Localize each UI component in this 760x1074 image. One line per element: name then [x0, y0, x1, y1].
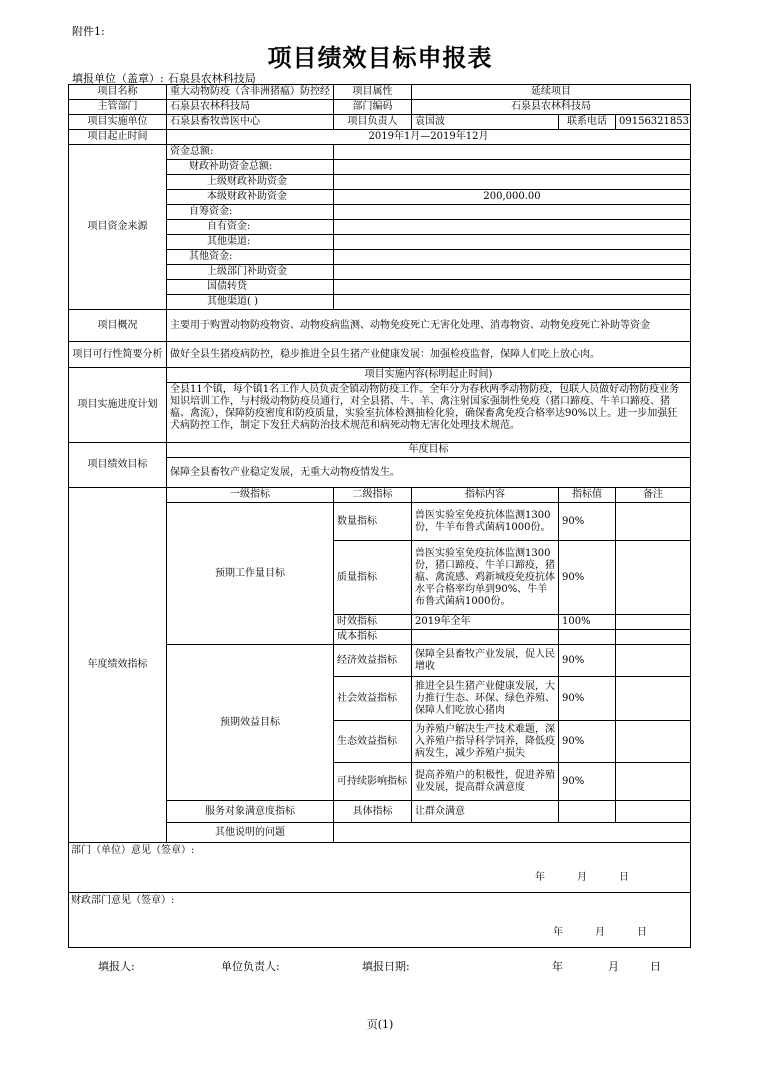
footer-filler: 填报人: [98, 960, 135, 973]
project-name-value: 重大动物防疫（含非洲猪瘟）防控经 [167, 85, 334, 100]
footer-month: 月 [608, 960, 619, 973]
funds-label: 项目资金来源 [69, 145, 167, 310]
indicator-content: 提高养殖户的积极性，促进养殖业发展，提高群众满意度 [412, 763, 559, 801]
feasibility-label: 项目可行性简要分析 [69, 342, 167, 368]
fund-row-value [334, 175, 691, 190]
indicator-remark [616, 630, 691, 645]
indicator-content: 让群众满意 [412, 801, 559, 823]
indicator-content: 兽医实验室免疫抗体监测1300份，猪口蹄疫、牛羊口蹄疫，猪瘟、禽流感、鸡新城疫免疫抗体水平合格率均单到90%、牛羊布鲁式菌病1000份。 [412, 541, 559, 615]
indicator-remark [616, 763, 691, 801]
indicator-level2: 具体指标 [334, 801, 412, 823]
dept-value: 石泉县农林科技局 [167, 100, 334, 115]
project-name-label: 项目名称 [69, 85, 167, 100]
indicator-content: 为养殖户解决生产技术难题，深入养殖户指导科学饲养，降低疫病发生，减少养殖户损失 [412, 721, 559, 763]
indicator-level2: 社会效益指标 [334, 677, 412, 721]
fund-row-name: 上级部门补助资金 [167, 265, 334, 280]
fund-row-name: 自有资金: [167, 220, 334, 235]
attribute-label: 项目属性 [334, 85, 412, 100]
dept-code-label: 部门编码 [334, 100, 412, 115]
fund-row-value [334, 220, 691, 235]
period-value: 2019年1月—2019年12月 [167, 130, 691, 145]
attachment-label: 附件1: [72, 25, 105, 38]
phone-value: 09156321853 [616, 115, 691, 130]
fund-row-value [334, 205, 691, 220]
dept-opinion-box [69, 843, 691, 893]
filler-unit-label: 填报单位（盖章）: [72, 72, 164, 85]
fund-row-name: 资金总额: [167, 145, 334, 160]
impl-unit-label: 项目实施单位 [69, 115, 167, 130]
fund-row-value: 200,000.00 [334, 190, 691, 205]
indicator-remark [616, 721, 691, 763]
indicator-remark [616, 503, 691, 541]
fund-row-value [334, 145, 691, 160]
indicator-level2: 可持续影响指标 [334, 763, 412, 801]
fund-row-name: 本级财政补助资金 [167, 190, 334, 205]
overview-label: 项目概况 [69, 310, 167, 342]
indicator-remark [616, 541, 691, 615]
fund-row-name: 国债转贷 [167, 280, 334, 295]
indicator-content: 兽医实验室免疫抗体监测1300份，牛羊布鲁式菌病1000份。 [412, 503, 559, 541]
fund-row-name: 其他渠道: [167, 235, 334, 250]
indicator-value: 90% [559, 541, 616, 615]
indicator-value: 90% [559, 763, 616, 801]
footer-year: 年 [552, 960, 563, 973]
indicator-level2: 经济效益指标 [334, 645, 412, 677]
feasibility-text: 做好全县生猪疫病防控，稳步推进全县生猪产业健康发展：加强检疫监督，保障人们吃上放心肉。 [167, 342, 691, 368]
fund-row-value [334, 235, 691, 250]
indicator-remark [616, 801, 691, 823]
service-satisfaction-label: 服务对象满意度指标 [167, 801, 334, 823]
footer-fill-date: 填报日期: [362, 960, 410, 973]
progress-label: 项目实施进度计划 [69, 368, 167, 443]
indicator-level2: 质量指标 [334, 541, 412, 615]
indicator-level2: 数量指标 [334, 503, 412, 541]
fund-row-value [334, 265, 691, 280]
fund-row-name: 财政补助资金总额: [167, 160, 334, 175]
finance-opinion-label: 财政部门意见（签章）: [71, 895, 175, 906]
progress-text: 全县11个镇，每个镇1名工作人员负责全镇动物防疫工作。全年分为春秋两季动物防疫，包联人员做好动物防疫业务知识培训工作，与村级动物防疫员通行，对全县猪、牛、羊、禽注射国家强制性免疫（猪口蹄疫、牛羊口蹄疫、猪瘟、禽流），保障防疫密度和防疫质量，实验室抗体检测抽检化验，确保畜禽免疫合格率达90%以上。进一步加强狂犬病防控工作，制定下发狂犬病防治技术规范和病死动物无害化处理技术规范。 [167, 383, 691, 443]
indicator-remark [616, 645, 691, 677]
fund-row-value [334, 160, 691, 175]
indicator-remark [616, 677, 691, 721]
fund-row-name: 上级财政补助资金 [167, 175, 334, 190]
other-text [334, 823, 691, 843]
header-level1: 一级指标 [167, 488, 334, 503]
dept-opinion-month: 月 [577, 872, 587, 883]
dept-code-value: 石泉县农林科技局 [412, 100, 691, 115]
indicator-value [559, 630, 616, 645]
finance-opinion-day: 日 [637, 927, 647, 938]
fund-row-value [334, 295, 691, 310]
fund-row-name: 自筹资金: [167, 205, 334, 220]
fund-row-value [334, 250, 691, 265]
dept-opinion-day: 日 [619, 872, 629, 883]
header-value: 指标值 [559, 488, 616, 503]
period-label: 项目起止时间 [69, 130, 167, 145]
indicator-content [412, 630, 559, 645]
indicator-content: 保障全县畜牧产业发展，促人民增收 [412, 645, 559, 677]
header-content: 指标内容 [412, 488, 559, 503]
goal-text: 保障全县畜牧产业稳定发展，无重大动物疫情发生。 [167, 458, 691, 488]
indicator-content: 2019年全年 [412, 615, 559, 630]
filler-unit-value: 石泉县农林科技局 [167, 72, 256, 85]
phone-label: 联系电话 [559, 115, 616, 130]
indicator-level2: 成本指标 [334, 630, 412, 645]
leader-label: 项目负责人 [334, 115, 412, 130]
dept-opinion-label: 部门（单位）意见（签章）: [71, 845, 195, 856]
indicator-level2: 生态效益指标 [334, 721, 412, 763]
indicator-remark [616, 615, 691, 630]
indicator-value [559, 801, 616, 823]
indicator-value: 90% [559, 645, 616, 677]
dept-opinion-year: 年 [535, 872, 545, 883]
indicators-label: 年度绩效指标 [69, 488, 167, 843]
finance-opinion-month: 月 [595, 927, 605, 938]
finance-opinion-box [69, 893, 691, 948]
indicator-value: 100% [559, 615, 616, 630]
impl-unit-value: 石泉县畜牧兽医中心 [167, 115, 334, 130]
work-target-label: 预期工作量目标 [167, 503, 334, 645]
leader-value: 袁国波 [412, 115, 559, 130]
finance-opinion-year: 年 [553, 927, 563, 938]
other-label: 其他说明的问题 [167, 823, 334, 843]
goal-heading: 年度目标 [167, 443, 691, 458]
footer-day: 日 [650, 960, 661, 973]
indicator-value: 90% [559, 503, 616, 541]
overview-text: 主要用于购置动物防疫物资、动物疫病监测、动物免疫死亡无害化处理、消毒物资、动物免疫死亡补助等资金 [167, 310, 691, 342]
indicator-level2: 时效指标 [334, 615, 412, 630]
fund-row-value [334, 280, 691, 295]
benefit-target-label: 预期效益目标 [167, 645, 334, 801]
fund-row-name: 其他资金: [167, 250, 334, 265]
page-title: 项目绩效目标申报表 [267, 43, 493, 72]
fund-row-name: 其他渠道( ) [167, 295, 334, 310]
footer-unit-leader: 单位负责人: [221, 960, 280, 973]
attribute-value: 延续项目 [412, 85, 691, 100]
performance-form-table [68, 84, 691, 948]
progress-heading: 项目实施内容(标明起止时间) [167, 368, 691, 383]
dept-label: 主管部门 [69, 100, 167, 115]
header-remark: 备注 [616, 488, 691, 503]
header-level2: 二级指标 [334, 488, 412, 503]
indicator-content: 推进全县生猪产业健康发展，大力推行生态、环保、绿色养殖、保障人们吃放心猪肉 [412, 677, 559, 721]
indicator-value: 90% [559, 721, 616, 763]
goal-label: 项目绩效目标 [69, 443, 167, 488]
page-number: 页(1) [366, 1018, 394, 1031]
indicator-value: 90% [559, 677, 616, 721]
